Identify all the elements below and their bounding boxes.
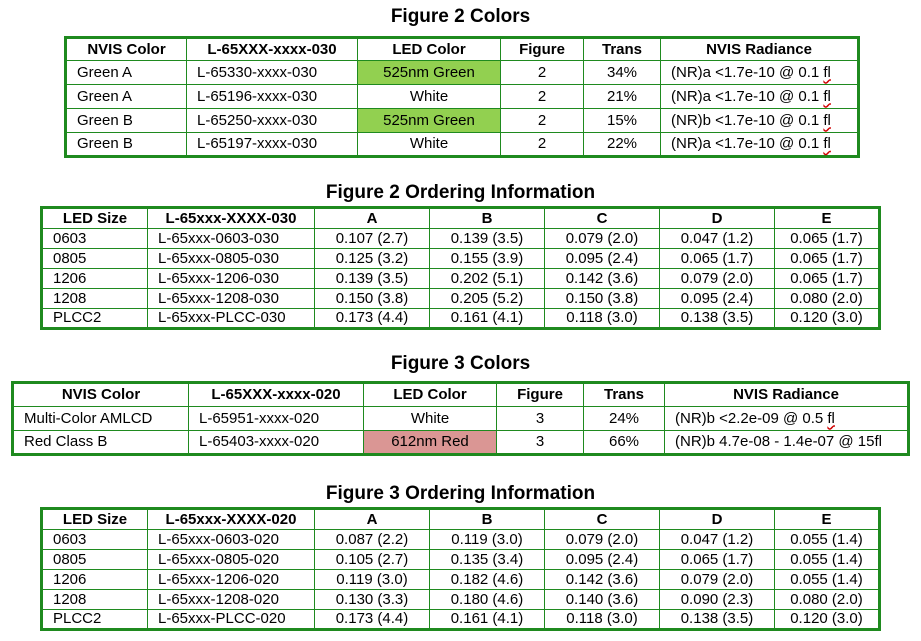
led-size-cell: 0805 <box>42 550 148 570</box>
dimension-c-cell: 0.142 (3.6) <box>545 570 660 590</box>
led-size-cell: 0603 <box>42 229 148 249</box>
figure-2-colors-title: Figure 2 Colors <box>390 6 531 27</box>
led-color-cell: White <box>364 407 497 431</box>
dimension-d-cell: 0.138 (3.5) <box>660 610 775 630</box>
dimension-b-cell: 0.182 (4.6) <box>430 570 545 590</box>
column-header: L-65XXX-xxxx-020 <box>189 383 364 407</box>
nvis-color-cell: Green A <box>66 61 187 85</box>
trans-cell: 66% <box>584 431 665 455</box>
led-size-cell: 1208 <box>42 590 148 610</box>
column-header: LED Color <box>364 383 497 407</box>
figure-cell: 2 <box>501 61 584 85</box>
dimension-c-cell: 0.095 (2.4) <box>545 249 660 269</box>
nvis-color-cell: Green A <box>66 85 187 109</box>
dimension-a-cell: 0.130 (3.3) <box>315 590 430 610</box>
dimension-e-cell: 0.080 (2.0) <box>775 590 880 610</box>
dimension-e-cell: 0.055 (1.4) <box>775 570 880 590</box>
dimension-e-cell: 0.065 (1.7) <box>775 229 880 249</box>
part-number-cell: L-65403-xxxx-020 <box>189 431 364 455</box>
dimension-e-cell: 0.120 (3.0) <box>775 610 880 630</box>
dimension-b-cell: 0.202 (5.1) <box>430 269 545 289</box>
dimension-b-cell: 0.161 (4.1) <box>430 610 545 630</box>
table-row <box>66 133 859 157</box>
column-header: E <box>775 208 880 229</box>
nvis-color-cell: Green B <box>66 133 187 157</box>
led-size-cell: PLCC2 <box>42 309 148 329</box>
nvis-color-cell: Green B <box>66 109 187 133</box>
dimension-e-cell: 0.055 (1.4) <box>775 530 880 550</box>
column-header: Figure <box>501 38 584 61</box>
part-number-cell: L-65330-xxxx-030 <box>187 61 358 85</box>
column-header: NVIS Color <box>13 383 189 407</box>
table-row <box>42 269 880 289</box>
part-number-cell: L-65196-xxxx-030 <box>187 85 358 109</box>
column-header: C <box>545 208 660 229</box>
column-header: L-65xxx-XXXX-030 <box>148 208 315 229</box>
table-row <box>42 289 880 309</box>
dimension-c-cell: 0.142 (3.6) <box>545 269 660 289</box>
radiance-value: (NR)a <1.7e-10 @ 0.1 <box>671 87 824 105</box>
dimension-a-cell: 0.125 (3.2) <box>315 249 430 269</box>
led-size-cell: 1206 <box>42 570 148 590</box>
dimension-d-cell: 0.065 (1.7) <box>660 550 775 570</box>
column-header: C <box>545 509 660 530</box>
part-number-cell: L-65xxx-1206-030 <box>148 269 315 289</box>
part-number-cell: L-65xxx-PLCC-020 <box>148 610 315 630</box>
figure-3-colors-title: Figure 3 Colors <box>390 353 531 374</box>
table-header-row <box>66 38 859 61</box>
led-color-cell: 525nm Green <box>358 109 501 133</box>
dimension-d-cell: 0.095 (2.4) <box>660 289 775 309</box>
nvis-radiance-cell <box>661 109 859 133</box>
dimension-c-cell: 0.095 (2.4) <box>545 550 660 570</box>
part-number-cell: L-65xxx-1208-020 <box>148 590 315 610</box>
column-header: LED Size <box>42 509 148 530</box>
radiance-value: (NR)a <1.7e-10 @ 0.1 <box>671 135 824 152</box>
part-number-cell: L-65xxx-1206-020 <box>148 570 315 590</box>
dimension-a-cell: 0.173 (4.4) <box>315 309 430 329</box>
column-header: NVIS Radiance <box>665 383 909 407</box>
dimension-a-cell: 0.139 (3.5) <box>315 269 430 289</box>
column-header: E <box>775 509 880 530</box>
dimension-b-cell: 0.205 (5.2) <box>430 289 545 309</box>
figure-2-ordering-table <box>40 206 881 330</box>
dimension-a-cell: 0.107 (2.7) <box>315 229 430 249</box>
figure-3-colors-table <box>11 381 910 456</box>
nvis-radiance-cell <box>665 431 909 455</box>
figure-cell: 3 <box>497 407 584 431</box>
column-header: Trans <box>584 383 665 407</box>
figure-cell: 2 <box>501 85 584 109</box>
figure-cell: 2 <box>501 109 584 133</box>
figure-2-ordering-title: Figure 2 Ordering Information <box>325 182 596 203</box>
table-header-row <box>13 383 909 407</box>
led-size-cell: PLCC2 <box>42 610 148 630</box>
radiance-unit: fl <box>823 87 831 105</box>
dimension-c-cell: 0.140 (3.6) <box>545 590 660 610</box>
dimension-b-cell: 0.161 (4.1) <box>430 309 545 329</box>
table-row <box>42 590 880 610</box>
nvis-radiance-cell <box>661 85 859 109</box>
part-number-cell: L-65xxx-1208-030 <box>148 289 315 309</box>
column-header: NVIS Color <box>66 38 187 61</box>
figure-cell: 3 <box>497 431 584 455</box>
radiance-value: (NR)a <1.7e-10 @ 0.1 <box>671 63 824 81</box>
radiance-value: (NR)b <2.2e-09 @ 0.5 <box>675 409 828 427</box>
nvis-radiance-cell <box>661 133 859 157</box>
column-header: A <box>315 509 430 530</box>
dimension-a-cell: 0.173 (4.4) <box>315 610 430 630</box>
table-row <box>42 249 880 269</box>
dimension-d-cell: 0.079 (2.0) <box>660 570 775 590</box>
dimension-b-cell: 0.180 (4.6) <box>430 590 545 610</box>
dimension-c-cell: 0.118 (3.0) <box>545 610 660 630</box>
radiance-unit: fl <box>823 63 831 81</box>
radiance-unit: fl <box>827 409 835 427</box>
nvis-radiance-cell <box>661 61 859 85</box>
dimension-c-cell: 0.079 (2.0) <box>545 229 660 249</box>
table-row <box>66 109 859 133</box>
radiance-value: (NR)b 4.7e-08 - 1.4e-07 @ 15fl <box>675 433 882 450</box>
dimension-a-cell: 0.150 (3.8) <box>315 289 430 309</box>
led-size-cell: 0603 <box>42 530 148 550</box>
table-row <box>42 309 880 329</box>
table-row <box>42 530 880 550</box>
dimension-d-cell: 0.047 (1.2) <box>660 530 775 550</box>
trans-cell: 15% <box>584 109 661 133</box>
led-color-cell: 525nm Green <box>358 61 501 85</box>
radiance-unit: fl <box>823 111 831 129</box>
part-number-cell: L-65951-xxxx-020 <box>189 407 364 431</box>
column-header: B <box>430 208 545 229</box>
dimension-d-cell: 0.079 (2.0) <box>660 269 775 289</box>
part-number-cell: L-65197-xxxx-030 <box>187 133 358 157</box>
led-size-cell: 1206 <box>42 269 148 289</box>
dimension-b-cell: 0.119 (3.0) <box>430 530 545 550</box>
trans-cell: 22% <box>584 133 661 157</box>
figure-3-ordering-title: Figure 3 Ordering Information <box>325 483 596 504</box>
column-header: L-65xxx-XXXX-020 <box>148 509 315 530</box>
dimension-e-cell: 0.055 (1.4) <box>775 550 880 570</box>
dimension-a-cell: 0.119 (3.0) <box>315 570 430 590</box>
table-row <box>42 570 880 590</box>
led-color-cell: 612nm Red <box>364 431 497 455</box>
nvis-color-cell: Red Class B <box>13 431 189 455</box>
table-row <box>42 610 880 630</box>
table-row <box>42 229 880 249</box>
column-header: A <box>315 208 430 229</box>
part-number-cell: L-65xxx-0603-020 <box>148 530 315 550</box>
dimension-b-cell: 0.155 (3.9) <box>430 249 545 269</box>
led-color-cell: White <box>358 133 501 157</box>
table-header-row <box>42 208 880 229</box>
dimension-d-cell: 0.065 (1.7) <box>660 249 775 269</box>
column-header: B <box>430 509 545 530</box>
dimension-e-cell: 0.065 (1.7) <box>775 249 880 269</box>
part-number-cell: L-65xxx-0805-030 <box>148 249 315 269</box>
radiance-value: (NR)b <1.7e-10 @ 0.1 <box>671 111 824 129</box>
dimension-c-cell: 0.150 (3.8) <box>545 289 660 309</box>
dimension-e-cell: 0.120 (3.0) <box>775 309 880 329</box>
led-size-cell: 1208 <box>42 289 148 309</box>
part-number-cell: L-65xxx-PLCC-030 <box>148 309 315 329</box>
figure-cell: 2 <box>501 133 584 157</box>
part-number-cell: L-65xxx-0603-030 <box>148 229 315 249</box>
radiance-unit: fl <box>823 135 831 152</box>
dimension-d-cell: 0.047 (1.2) <box>660 229 775 249</box>
table-header-row <box>42 509 880 530</box>
column-header: Figure <box>497 383 584 407</box>
column-header: LED Size <box>42 208 148 229</box>
dimension-b-cell: 0.139 (3.5) <box>430 229 545 249</box>
dimension-d-cell: 0.138 (3.5) <box>660 309 775 329</box>
table-row <box>42 550 880 570</box>
table-row <box>66 85 859 109</box>
dimension-d-cell: 0.090 (2.3) <box>660 590 775 610</box>
column-header: LED Color <box>358 38 501 61</box>
dimension-c-cell: 0.118 (3.0) <box>545 309 660 329</box>
dimension-a-cell: 0.105 (2.7) <box>315 550 430 570</box>
led-size-cell: 0805 <box>42 249 148 269</box>
dimension-a-cell: 0.087 (2.2) <box>315 530 430 550</box>
part-number-cell: L-65xxx-0805-020 <box>148 550 315 570</box>
column-header: D <box>660 509 775 530</box>
dimension-c-cell: 0.079 (2.0) <box>545 530 660 550</box>
figure-3-ordering-table <box>40 507 881 631</box>
part-number-cell: L-65250-xxxx-030 <box>187 109 358 133</box>
dimension-e-cell: 0.080 (2.0) <box>775 289 880 309</box>
nvis-color-cell: Multi-Color AMLCD <box>13 407 189 431</box>
nvis-radiance-cell <box>665 407 909 431</box>
table-row <box>66 61 859 85</box>
column-header: Trans <box>584 38 661 61</box>
table-row <box>13 407 909 431</box>
trans-cell: 21% <box>584 85 661 109</box>
dimension-b-cell: 0.135 (3.4) <box>430 550 545 570</box>
figure-2-colors-table <box>64 36 860 158</box>
column-header: D <box>660 208 775 229</box>
trans-cell: 24% <box>584 407 665 431</box>
trans-cell: 34% <box>584 61 661 85</box>
column-header: L-65XXX-xxxx-030 <box>187 38 358 61</box>
dimension-e-cell: 0.065 (1.7) <box>775 269 880 289</box>
led-color-cell: White <box>358 85 501 109</box>
column-header: NVIS Radiance <box>661 38 859 61</box>
table-row <box>13 431 909 455</box>
